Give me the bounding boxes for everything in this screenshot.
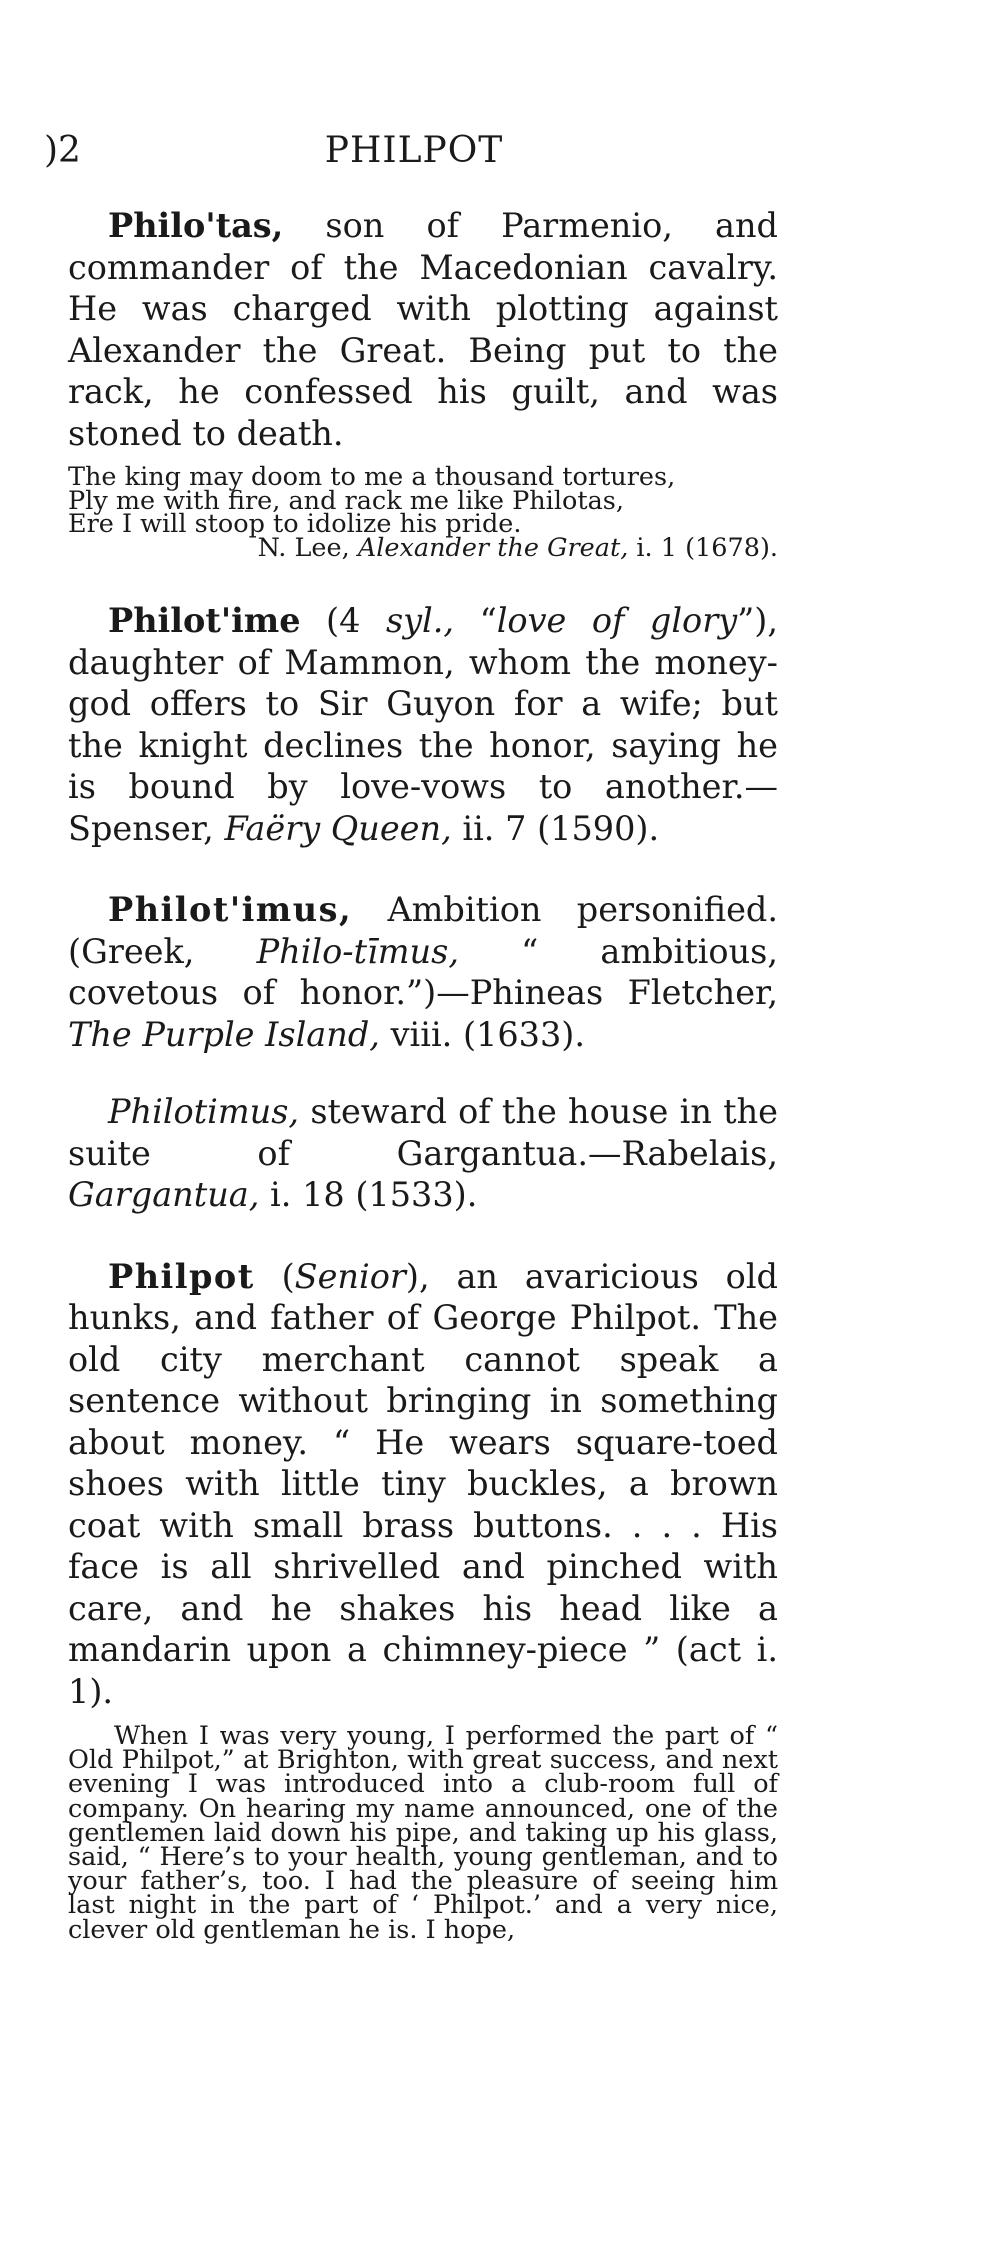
greek-term: Philo-tīmus,	[256, 931, 459, 971]
entry-qualifier: Senior	[294, 1256, 406, 1296]
work-title: Faëry Queen,	[224, 808, 452, 848]
entry-philotimus	[68, 889, 778, 1055]
verse-line: Ere I will stoop to idolize his pride.	[68, 509, 522, 539]
entry-text: “ ambitious, covetous of honor.”)—Phineas Fletcher,	[68, 931, 778, 1012]
verse-line: Ply me with fire, and rack me like Philotas,	[68, 485, 624, 516]
entry-philotas-body: son of Parmenio, and commander of the Macedonian cavalry. He was charged with plotting against Alexander the Great. Being put to the rack, he confessed his guilt, and was stoned to death.	[68, 206, 778, 453]
entry-text: (	[254, 1256, 295, 1296]
entry-text: Ambition personified. (Greek,	[68, 890, 778, 971]
verse-line: The king may doom to me a thousand tortures,	[68, 462, 676, 492]
verse-citation	[68, 532, 778, 563]
entry-philotas	[68, 205, 778, 454]
entry-philotimus-steward	[68, 1091, 778, 1216]
text-column	[68, 205, 779, 1945]
headword-philotime: Philot'ime	[108, 601, 301, 640]
entry-text: viii. (1633).	[379, 1014, 585, 1054]
syllable-note: syl.,	[385, 601, 455, 640]
work-title: Gargantua,	[68, 1175, 260, 1214]
entry-text: steward of the house in the suite of Gargantua.—Rabelais,	[68, 1092, 778, 1173]
citation-ref: i. 1 (1678).	[628, 532, 778, 563]
anecdote-quotation: When I was very young, I performed the part of “ Old Philpot,” at Brighton, with great success, and next evening I was introduced into a club-room full of company. On hearing my name announced, one of the gentlemen laid down his pipe, and taking up his glass, said, “ Here’s to your health, young gentleman, and to your father’s, too. I had the pleasure of seeing him last night in the part of ‘ Philpot.’ and a very nice, clever old gentleman he is. I hope,	[68, 1721, 778, 1945]
entry-text: ), an avaricious old hunks, and father of George Philpot. The old city merchant cannot speak a sentence without bringing in something about money. “ He wears square-toed shoes with little tiny buckles, a brown coat with small brass buttons. . . . His face is all shrivelled and pinched with care, and he shakes his head like a mandarin upon a chimney-piece ” (act i. 1).	[68, 1256, 778, 1711]
entry-text: i. 18 (1533).	[259, 1175, 478, 1214]
entry-philotime	[68, 600, 778, 849]
entry-text: “	[454, 601, 497, 640]
entry-name: Philotimus,	[108, 1092, 300, 1131]
entry-text: ”), daughter of Mammon, whom the money-god offers to Sir Guyon for a wife; but the knight declines the honor, saying he is bound by love-vows to another.—Spenser,	[68, 601, 779, 848]
citation-author: N. Lee,	[257, 532, 358, 563]
entry-text: (4	[300, 601, 386, 640]
gloss: love of glory	[496, 601, 738, 640]
citation-work: Alexander the Great,	[357, 532, 629, 563]
headword-philpot: Philpot	[108, 1256, 255, 1296]
entry-text: ii. 7 (1590).	[451, 808, 660, 848]
page-title: PHILPOT	[324, 130, 504, 171]
headword-philotas: Philo'tas,	[108, 206, 284, 245]
work-title: The Purple Island,	[68, 1014, 380, 1054]
page-number: )2	[44, 130, 81, 171]
entry-philpot	[68, 1256, 778, 1713]
running-head	[44, 130, 784, 176]
headword-philotimus: Philot'imus,	[108, 890, 353, 929]
verse-quotation	[68, 462, 778, 563]
